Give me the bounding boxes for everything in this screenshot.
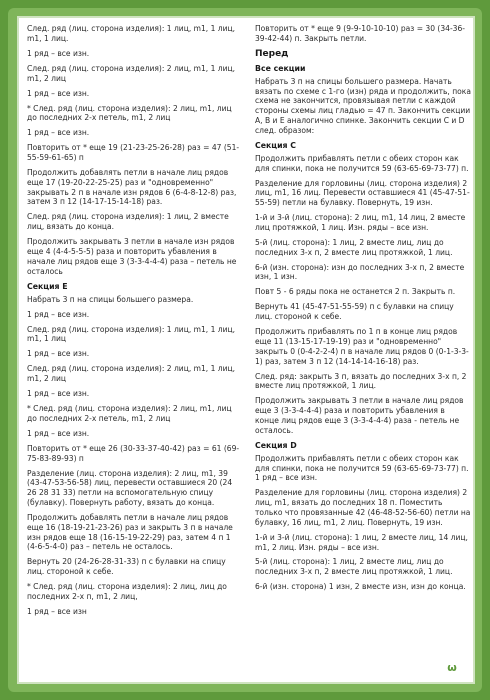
paragraph: 1-й и 3-й (лиц. сторона): 1 лиц, 2 вместе лиц, 14 лиц, m1, 2 лиц. Изн. ряды – все изн.	[255, 532, 468, 552]
paragraph: След. ряд (лиц. сторона изделия): 1 лиц, 2 вместе лиц, вязать до конца.	[27, 212, 229, 232]
paragraph: 1 ряд – все изн.	[27, 428, 90, 438]
paragraph: Вернуть 41 (45-47-51-55-59) п с булавки на спицу лиц. стороной к себе.	[255, 302, 454, 322]
paragraph: 1-й и 3-й (лиц. сторона): 2 лиц, m1, 14 лиц, 2 вместе лиц протяжкой, 1 лиц. Изн. ряды – все изн.	[255, 213, 466, 232]
paragraph: 5-й (лиц. сторона): 1 лиц, 2 вместе лиц, лиц до последних 3-х п, 2 вместе лиц протяжкой, 1 лиц.	[255, 557, 453, 577]
paragraph: След. ряд: закрыть 3 п, вязать до последних 3-х п, 2 вместе лиц протяжкой, 1 лиц.	[255, 371, 467, 391]
paragraph: Продолжить добавлять петли в начале лиц рядов еще 16 (18-19-21-23-26) раз и закрыть 3 п в начале изн рядов еще 18 (16-15-19-22-29) раз, затем 4 п 1 (4-6-5-4-0) раз – петель не осталось.	[27, 513, 233, 552]
paragraph: Повт 5 - 6 ряды пока не останется 2 п. Закрыть п.	[255, 287, 456, 297]
paragraph: Вернуть 20 (24-26-28-31-33) п с булавки на спицу лиц. стороной к себе.	[27, 557, 226, 577]
paragraph: 6-й (изн. сторона) 1 изн, 2 вместе изн, изн до конца.	[255, 582, 466, 592]
paragraph: Разделение для горловины (лиц. сторона изделия) 2 лиц, m1, 16 лиц. Перевести оставшиеся 41 (45-47-51-55-59) петли на булавку. Повернуть, 19 изн.	[255, 178, 470, 208]
paragraph: Продолжить закрывать 3 петли в начале изн рядов еще 4 (4-4-5-5-5) раза и повторить убавления в начале лиц рядов еще 3 (3-3-4-4-4) раза – петель не осталось	[27, 237, 237, 276]
paragraph: Набрать 3 п на спицы большего размера.	[27, 294, 194, 304]
left-column	[27, 24, 243, 622]
section-heading: Секция E	[27, 281, 68, 291]
paragraph: След. ряд (лиц. сторона изделия): 2 лиц, m1, 1 лиц, m1, 2 лиц	[27, 63, 236, 83]
paragraph: 1 ряд – все изн.	[27, 349, 90, 359]
paragraph: След. ряд (лиц. сторона изделия): 1 лиц, m1, 1 лиц, m1, 1 лиц	[27, 324, 236, 344]
section-heading: Перед	[255, 48, 289, 59]
paragraph: Продолжить прибавлять по 1 п в конце лиц рядов еще 11 (13-15-17-19-19) раз и "одновременно" закрыть 0 (0-4-2-2-4) п в начале лиц рядов 0 (0-1-3-3-1) раз, затем 3 п 12 (14-14-14-16-18) раз.	[255, 327, 469, 366]
paragraph: * След. ряд (лиц. сторона изделия): 2 лиц, m1, лиц до последних 2-х петель, m1, 2 лиц	[27, 404, 232, 423]
paragraph: 1 ряд – все изн.	[27, 88, 90, 98]
paragraph: 6-й (изн. сторона): изн до последних 3-х п, 2 вместе изн, 1 изн.	[255, 262, 465, 282]
paragraph: След. ряд (лиц. сторона изделия): 2 лиц, m1, 1 лиц, m1, 2 лиц	[27, 364, 236, 384]
paragraph: Продолжить прибавлять петли с обеих сторон как для спинки, пока не получится 59 (63-65-69-73-77) п. 1 ряд – все изн.	[255, 453, 469, 483]
paragraph: Повторить от * еще 9 (9-9-10-10-10) раз = 30 (34-36-39-42-44) п. Закрыть петли.	[255, 24, 466, 43]
section-heading: Секция С	[255, 140, 296, 150]
right-column	[255, 24, 471, 597]
paragraph: Повторить от * еще 26 (30-33-37-40-42) раз = 61 (69-75-83-89-93) п	[27, 443, 240, 463]
paragraph: След. ряд (лиц. сторона изделия): 1 лиц, m1, 1 лиц, m1, 1 лиц.	[27, 24, 236, 43]
paragraph: 5-й (лиц. сторона): 1 лиц, 2 вместе лиц, лиц до последних 3-х п, 2 вместе лиц протяжкой, 1 лиц.	[255, 237, 453, 257]
paragraph: Разделение (лиц. сторона изделия): 2 лиц, m1, 39 (43-47-53-56-58) лиц, перевести оставшиеся 20 (24 26 28 31 33) петли на вспомогательную спицу (булавку). Повернуть работу, вязать до конца.	[27, 468, 233, 508]
paragraph: Продолжить добавлять петли в начале лиц рядов еще 17 (19-20-22-25-25) раз и "одновременно" закрывать 2 п в начале изн рядов 6 (6-4-8-12-8) раз, затем 3 п 12 (14-17-15-14-18) раз.	[27, 168, 237, 207]
paragraph: Разделение для горловины (лиц. сторона изделия) 2 лиц, m1, вязать до последних 18 п. Поместить только что провязанные 42 (46-48-52-56-60) петли на булавку, 16 лиц, m1, 2 лиц. Повернуть, 19 изн.	[255, 488, 471, 527]
paragraph: Продолжить прибавлять петли с обеих сторон как для спинки, пока не получится 59 (63-65-69-73-77) п.	[255, 153, 469, 173]
paragraph: Повторить от * еще 19 (21-23-25-26-28) раз = 47 (51-55-59-61-65) п	[27, 143, 240, 163]
paragraph: * След. ряд (лиц. сторона изделия): 2 лиц, m1, лиц до последних 2-х петель, m1, 2 лиц	[27, 103, 232, 123]
paragraph: 1 ряд – все изн.	[27, 389, 90, 399]
section-heading: Секция D	[255, 440, 297, 450]
document-page	[17, 16, 475, 684]
paragraph: * След. ряд (лиц. сторона изделия): 2 лиц, лиц до последних 2-х п, m1, 2 лиц,	[27, 582, 227, 601]
paragraph: 1 ряд – все изн	[27, 606, 87, 616]
paragraph: Набрать 3 п на спицы большего размера. Начать вязать по схеме с 1-го (изн) ряда и продолжить, пока схема не закончится, провязывая петли с каждой стороны схемы лиц гладью = 47 п. Закончить секции А, В и Е аналогично спинке. Закончить секции С и D след. образом:	[255, 76, 471, 135]
logo-icon: ω	[447, 661, 457, 674]
section-heading: Все секции	[255, 63, 306, 73]
paragraph: 1 ряд – все изн.	[27, 128, 90, 138]
paragraph: Продолжить закрывать 3 петли в начале лиц рядов еще 3 (3-3-4-4-4) раза и повторить убавления в конце лиц рядов еще 3 (3-3-4-4-4) раза - петель не осталось.	[255, 396, 464, 435]
paragraph: 1 ряд – все изн.	[27, 309, 90, 319]
paragraph: 1 ряд – все изн.	[27, 48, 90, 58]
